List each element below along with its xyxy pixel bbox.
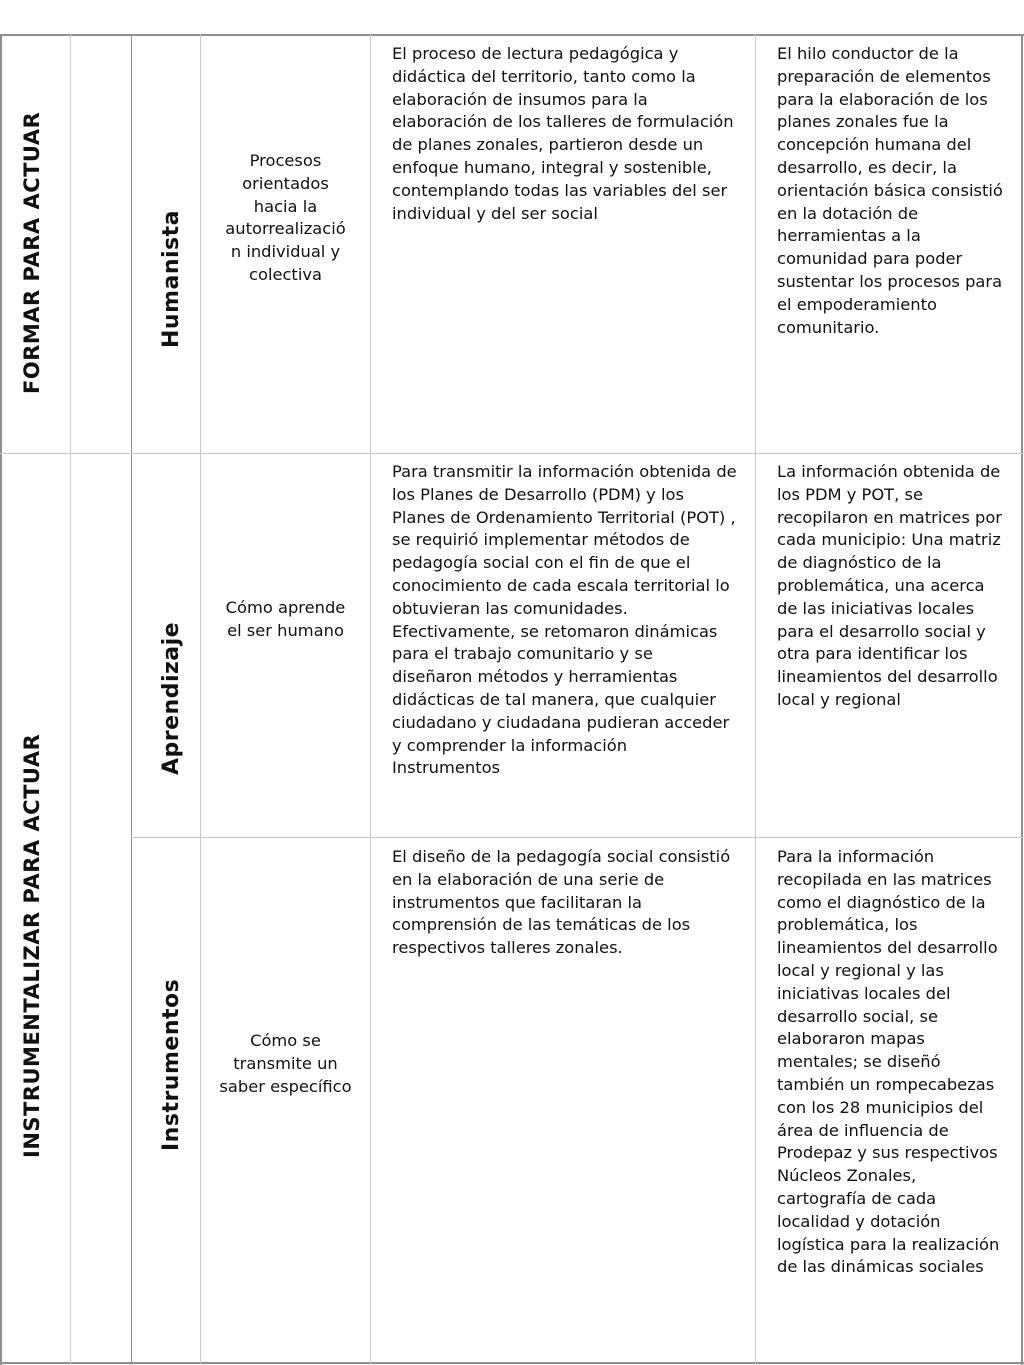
column-divider xyxy=(131,34,132,1365)
description-humanista: El proceso de lectura pedagógica y didáctica del territorio, tanto como la elaboración de insumos para la elaboración de los talleres de formulación de planes zonales, partieron desde un enfoque humano, integral y sostenible, contemplando todas las variables del ser individual y del ser social xyxy=(392,44,734,223)
application-aprendizaje: La información obtenida de los PDM y POT, se recopilaron en matrices por cada municipio: Una matriz de diagnóstico de la problemática, una acerca de las iniciativas locales para el desarrollo social y otra para identificar los lineamientos del desarrollo local y regional xyxy=(777,462,1002,709)
table-border-bottom xyxy=(0,1362,1024,1364)
table-border-right xyxy=(1021,34,1023,1365)
table-border-top xyxy=(0,34,1024,36)
column-divider xyxy=(70,34,71,1365)
row-divider xyxy=(131,837,1024,838)
section-label-formar: FORMAR PARA ACTUAR xyxy=(20,111,44,394)
category-instrumentos: Instrumentos xyxy=(159,978,184,1151)
description-aprendizaje: Para transmitir la información obtenida de los Planes de Desarrollo (PDM) y los Planes de Ordenamiento Territorial (POT) , se requirió implementar métodos de pedagogía social con el fin de que el conocimiento de cada escala territorial lo obtuvieran las comunidades. Efectivamente, se retomaron dinámicas para el trabajo comunitario y se diseñaron métodos y herramientas didácticas de tal manera, que cualquier ciudadano y ciudadana pudieran acceder y comprender la información Instrumentos xyxy=(392,462,737,778)
definition-humanista: Procesos orientados hacia la autorrealizació n individual y colectiva xyxy=(225,151,346,284)
description-instrumentos: El diseño de la pedagogía social consistió en la elaboración de una serie de instrumentos que facilitaran la comprensión de las temáticas de los respectivos talleres zonales. xyxy=(392,847,731,958)
application-instrumentos: Para la información recopilada en las matrices como el diagnóstico de la problemática, los lineamientos del desarrollo local y regional y las iniciativas locales del desarrollo social, se elaboraron mapas mentales; se diseñó también un rompecabezas con los 28 municipios del área de influencia de Prodepaz y sus respectivos Núcleos Zonales, cartografía de cada localidad y dotación logística para la realización de las dinámicas sociales xyxy=(777,847,1000,1277)
section-label-instrumentalizar: INSTRUMENTALIZAR PARA ACTUAR xyxy=(20,733,44,1158)
column-divider xyxy=(755,34,756,1365)
definition-aprendizaje: Cómo aprende el ser humano xyxy=(225,598,346,640)
application-humanista: El hilo conductor de la preparación de elementos para la elaboración de los planes zonales fue la concepción humana del desarrollo, es decir, la orientación básica consistió en la dotación de herramientas a la comunidad para poder sustentar los procesos para el empoderamiento comunitario. xyxy=(777,44,1003,337)
category-aprendizaje: Aprendizaje xyxy=(159,621,184,775)
row-divider xyxy=(0,453,1024,454)
column-divider xyxy=(370,34,371,1365)
column-divider xyxy=(200,34,201,1365)
definition-instrumentos: Cómo se transmite un saber específico xyxy=(219,1031,352,1096)
table-border-left xyxy=(0,34,2,1365)
category-humanista: Humanista xyxy=(159,209,184,348)
